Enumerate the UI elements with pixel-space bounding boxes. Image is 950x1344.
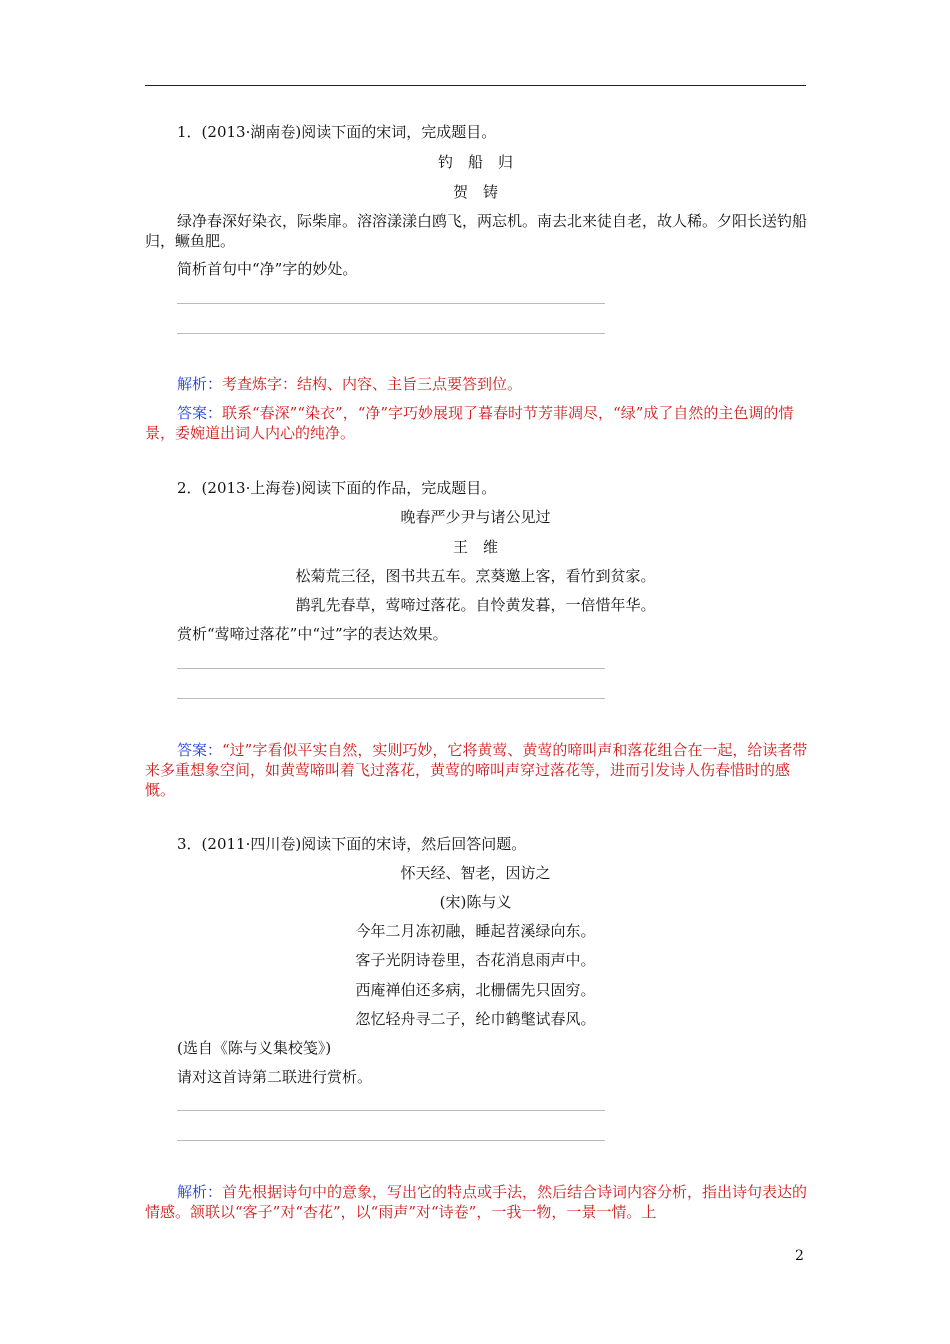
q2-answer-text: “过”字看似平实自然，实则巧妙，它将黄莺、黄莺的啼叫声和落花组合在一起，给读者带来多重想象空间，如黄莺啼叫着飞过落花，黄莺的啼叫声穿过落花等，进而引发诗人伤春惜时的感慨。 (145, 741, 808, 799)
q3-source: (选自《陈与义集校笺》) (177, 1039, 332, 1057)
q3-analysis-label: 解析： (177, 1183, 223, 1201)
q1-answer-line-1[interactable] (177, 303, 605, 304)
q1-poem-title: 钓 船 归 (437, 153, 513, 171)
q1-poem-author: 贺 铸 (452, 183, 498, 201)
q1-analysis-text: 考查炼字：结构、内容、主旨三点要答到位。 (222, 375, 523, 393)
q3-poem-line-2: 客子光阴诗卷里，杏花消息雨声中。 (355, 951, 596, 969)
q2-answer-label: 答案： (177, 741, 223, 759)
q1-answer-line-2[interactable] (177, 333, 605, 334)
q3-analysis-text: 首先根据诗句中的意象，写出它的特点或手法，然后结合诗词内容分析，指出诗句表达的情感。颔联以“客子”对“杏花”，以“雨声”对“诗卷”，一我一物，一景一情。上 (145, 1183, 808, 1221)
q3-analysis (145, 1182, 809, 1222)
q2-poem-title: 晚春严少尹与诸公见过 (400, 508, 551, 526)
q1-answer-text: 联系“春深”“染衣”，“净”字巧妙展现了暮春时节芳菲凋尽，“绿”成了自然的主色调的情景，委婉道出词人内心的纯净。 (145, 404, 794, 442)
q2-poem-author: 王 维 (452, 538, 498, 556)
q3-answer-line-2[interactable] (177, 1140, 605, 1141)
q3-poem-line-4: 忽忆轻舟寻二子，纶巾鹤氅试春风。 (355, 1010, 596, 1028)
q1-answer-label: 答案： (177, 404, 223, 422)
q2-answer (145, 740, 809, 800)
q3-answer-line-1[interactable] (177, 1110, 605, 1111)
q3-poem-title: 怀天经、智老，因访之 (400, 864, 551, 882)
q3-poem-line-1: 今年二月冻初融，睡起苕溪绿向东。 (355, 922, 596, 940)
q2-answer-line-1[interactable] (177, 668, 605, 669)
header-rule (145, 85, 806, 86)
q3-stem: 3．(2011·四川卷)阅读下面的宋诗，然后回答问题。 (177, 835, 527, 853)
q2-question: 赏析“莺啼过落花”中“过”字的表达效果。 (177, 625, 448, 643)
q2-poem-line-2: 鹊乳先春草，莺啼过落花。自怜黄发暮，一倍惜年华。 (295, 596, 656, 614)
q3-question: 请对这首诗第二联进行赏析。 (177, 1068, 373, 1086)
q1-answer (145, 403, 809, 443)
q1-analysis (177, 374, 522, 394)
page-number: 2 (795, 1248, 804, 1264)
q3-poem-line-3: 西庵禅伯还多病，北栅儒先只固穷。 (355, 981, 596, 999)
q1-poem-text: 绿净春深好染衣，际柴扉。溶溶漾漾白鸥飞，两忘机。南去北来徒自老，故人稀。夕阳长送钓船归，鳜鱼肥。 (145, 212, 808, 250)
q1-question: 简析首句中“净”字的妙处。 (177, 260, 358, 278)
q1-analysis-label: 解析： (177, 375, 223, 393)
q2-stem: 2．(2013·上海卷)阅读下面的作品，完成题目。 (177, 479, 497, 497)
q2-answer-line-2[interactable] (177, 698, 605, 699)
q3-poem-author: (宋)陈与义 (439, 893, 512, 911)
q2-poem-line-1: 松菊荒三径，图书共五车。烹葵邀上客，看竹到贫家。 (295, 567, 656, 585)
q1-stem: 1．(2013·湖南卷)阅读下面的宋词，完成题目。 (177, 123, 497, 141)
